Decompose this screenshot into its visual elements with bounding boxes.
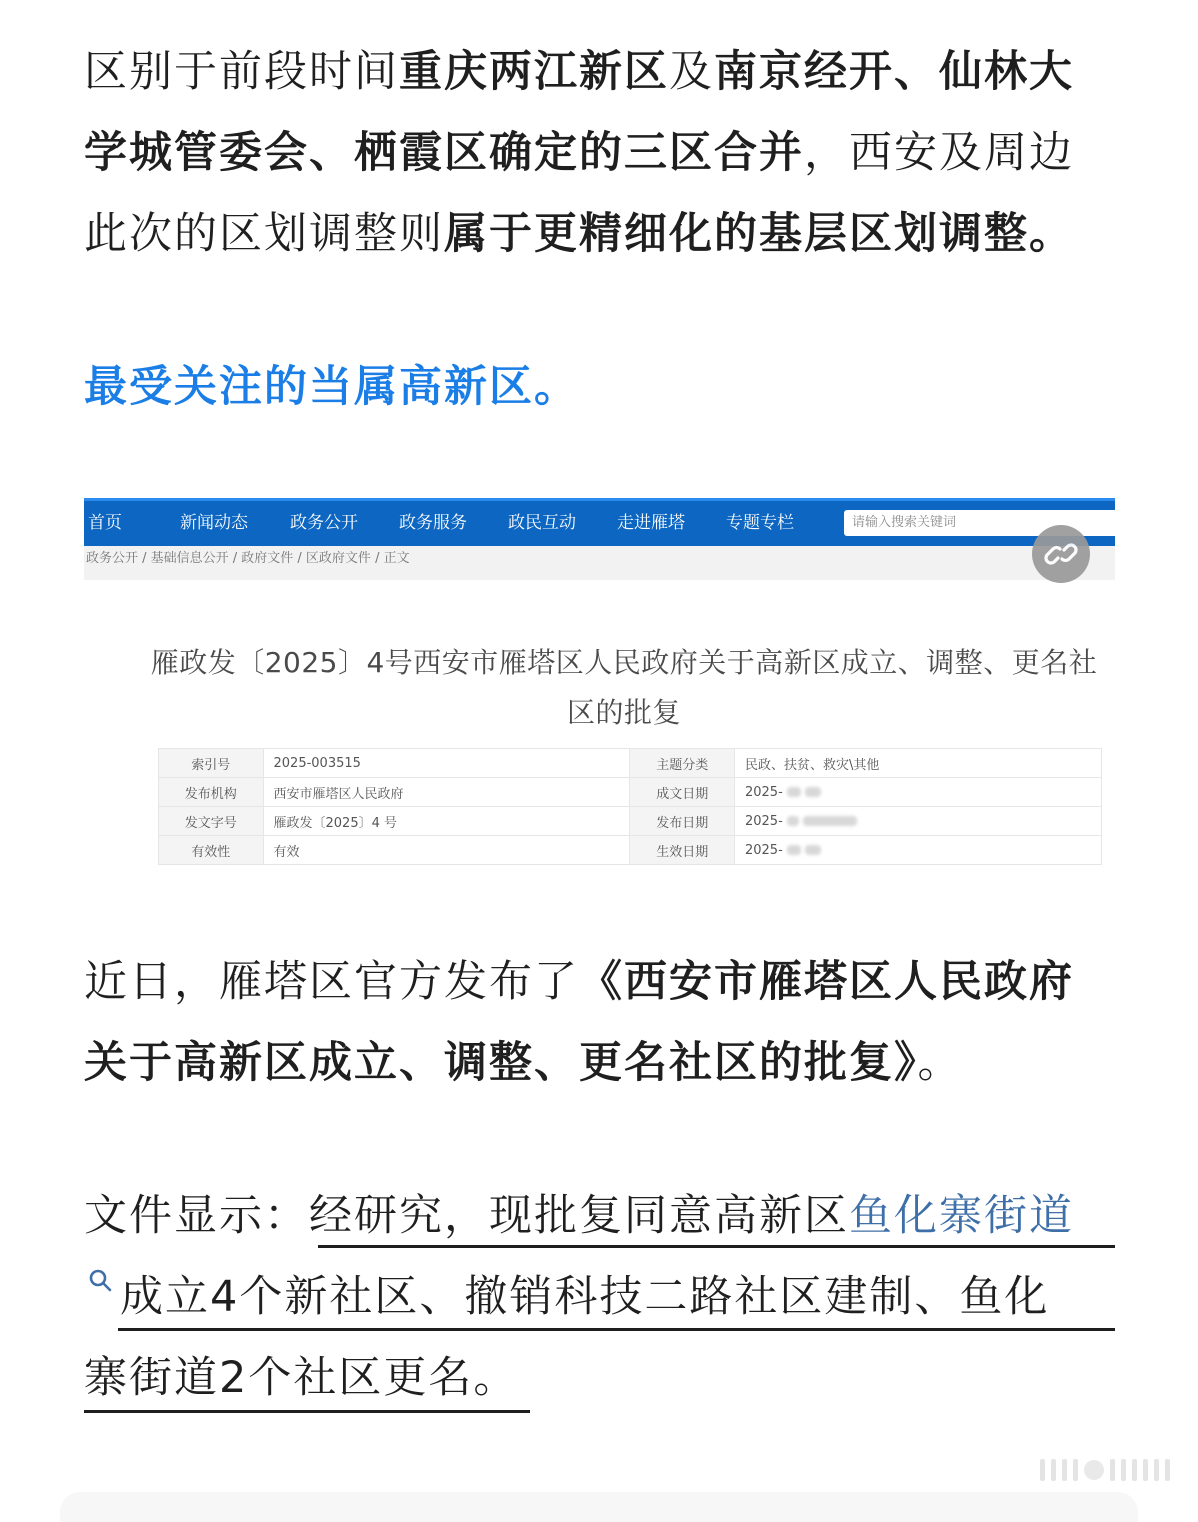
meta-key: 主题分类 (630, 749, 735, 778)
announcement-doc-name: 《西安市雁塔区人民政府关于高新区成立、调整、更名社区的批复》 (84, 957, 1074, 1088)
bottom-card (60, 1492, 1138, 1522)
announcement-text: 近日，雁塔区官方发布了 (84, 957, 579, 1007)
underline (118, 1328, 1115, 1331)
date-prefix: 2025- (744, 842, 783, 858)
date-prefix: 2025- (744, 813, 783, 829)
site-navbar (84, 498, 1115, 546)
intro-bold-nanjing: 南京经开、仙林大学城管委会、栖霞区确定的三区合并 (84, 47, 1074, 178)
file-underlined-2: 成立4个新社区、撤销科技二路社区建制、鱼化 (120, 1272, 1050, 1322)
meta-value-date (734, 778, 1101, 807)
meta-value-date (734, 807, 1101, 836)
intro-text-3: ，西安及周边此次的区划调整则 (84, 128, 1074, 259)
meta-key: 发文字号 (159, 807, 264, 836)
file-underlined-3: 寨街道2个社区更名。 (84, 1353, 519, 1403)
date-prefix: 2025- (744, 784, 783, 800)
meta-key: 发布机构 (159, 778, 264, 807)
blurred-redaction (787, 787, 801, 797)
keyword-link[interactable]: 鱼化寨街道 (849, 1191, 1074, 1241)
section-heading: 最受关注的当属高新区。 (84, 362, 579, 412)
meta-key: 有效性 (159, 836, 264, 865)
blurred-redaction (803, 816, 857, 826)
table-row (159, 836, 1102, 865)
breadcrumb: 政务公开 / 基础信息公开 / 政府文件 / 区政府文件 / 正文 (84, 546, 1115, 580)
website-screenshot (84, 498, 1115, 878)
meta-value-date (734, 836, 1101, 865)
intro-text-1: 区别于前段时间 (84, 47, 399, 97)
nav-item-about[interactable]: 走进雁塔 (617, 513, 685, 533)
meta-value: 西安市雁塔区人民政府 (263, 778, 630, 807)
meta-value: 2025-003515 (263, 749, 630, 778)
nav-item-home[interactable]: 首页 (88, 513, 122, 533)
blurred-redaction (805, 845, 821, 855)
document-meta-table (158, 748, 1102, 865)
table-row (159, 749, 1102, 778)
file-content-paragraph (84, 1176, 1114, 1422)
document-title: 雁政发〔2025〕4号西安市雁塔区人民政府关于高新区成立、调整、更名社区的批复 (150, 646, 1098, 729)
file-line-3 (84, 1338, 1114, 1419)
search-icon[interactable] (88, 1268, 112, 1292)
blurred-redaction (787, 845, 801, 855)
blurred-redaction (805, 787, 821, 797)
watermark-icon (1040, 1452, 1170, 1488)
intro-paragraph (84, 32, 1114, 275)
nav-item-interaction[interactable]: 政民互动 (508, 513, 576, 533)
underline (318, 1245, 1115, 1248)
table-row (159, 807, 1102, 836)
nav-item-gov-service[interactable]: 政务服务 (399, 513, 467, 533)
file-label: 文件显示： (84, 1191, 309, 1241)
nav-item-topics[interactable]: 专题专栏 (726, 513, 794, 533)
site-search-input[interactable]: 请输入搜索关键词 (844, 510, 1124, 536)
announcement-paragraph (84, 942, 1114, 1104)
intro-bold-chongqing: 重庆两江新区 (399, 47, 669, 97)
blurred-redaction (787, 816, 799, 826)
table-row (159, 778, 1102, 807)
meta-key: 发布日期 (630, 807, 735, 836)
nav-item-gov-public[interactable]: 政务公开 (290, 513, 358, 533)
intro-text-2: 及 (669, 47, 714, 97)
link-icon[interactable] (1032, 525, 1090, 583)
meta-key: 生效日期 (630, 836, 735, 865)
meta-key: 索引号 (159, 749, 264, 778)
file-underlined-1: 经研究，现批复同意高新区 (309, 1191, 849, 1241)
meta-value: 有效 (263, 836, 630, 865)
announcement-period: 。 (917, 1038, 963, 1088)
intro-bold-conclusion: 属于更精细化的基层区划调整。 (444, 209, 1074, 259)
underline (84, 1410, 530, 1413)
meta-value: 雁政发〔2025〕4 号 (263, 807, 630, 836)
meta-key: 成文日期 (630, 778, 735, 807)
nav-item-news[interactable]: 新闻动态 (180, 513, 248, 533)
file-line-2 (84, 1257, 1114, 1338)
meta-value: 民政、扶贫、救灾\其他 (734, 749, 1101, 778)
